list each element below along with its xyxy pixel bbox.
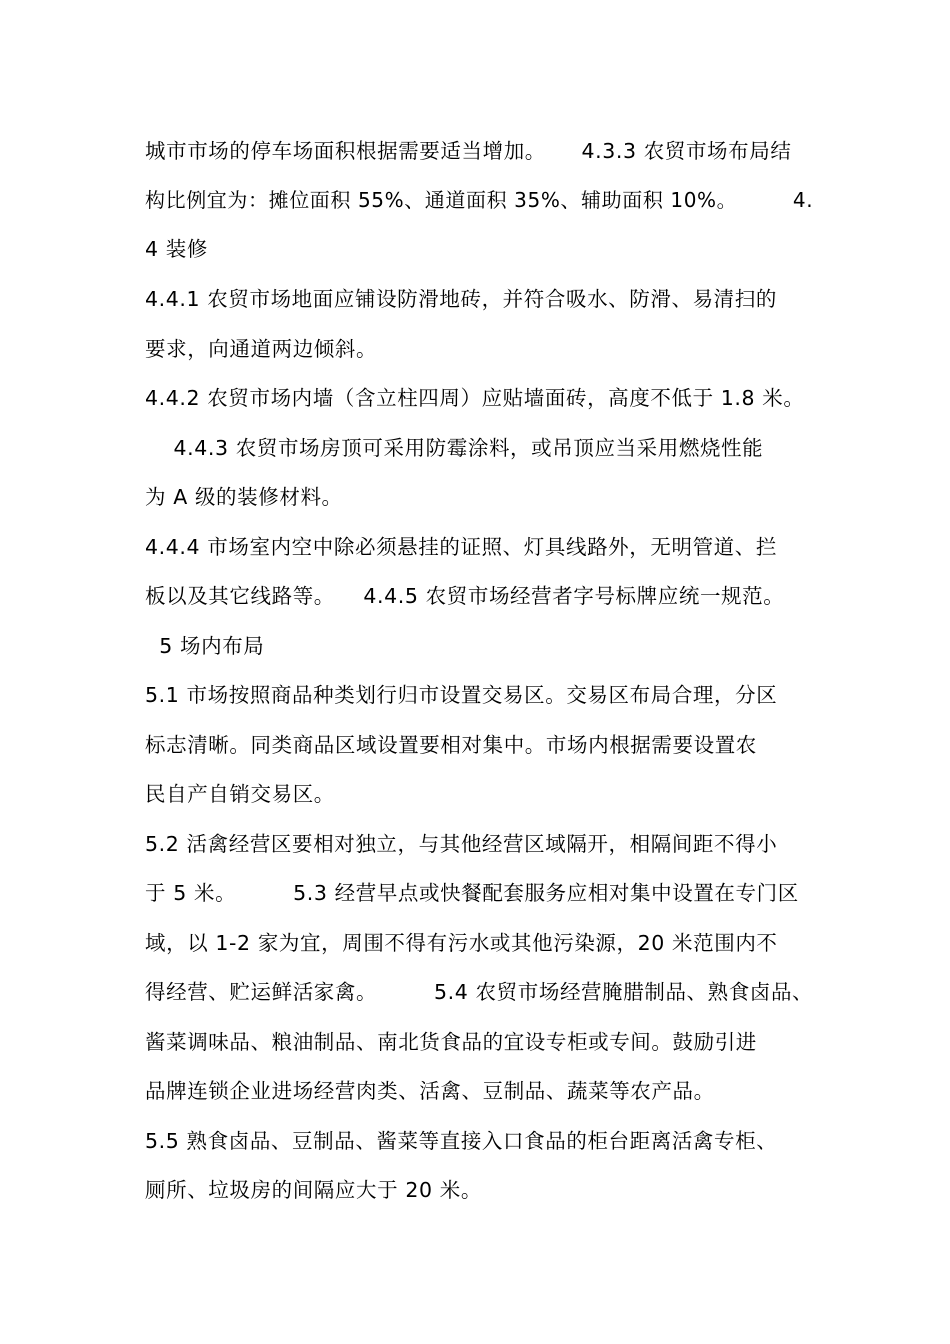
text-line: 5.1 市场按照商品种类划行归市设置交易区。交易区布局合理，分区 [145, 683, 778, 707]
text-line: 板以及其它线路等。 4.4.5 农贸市场经营者字号标牌应统一规范。 [145, 584, 785, 608]
text-line: 得经营、贮运鲜活家禽。 5.4 农贸市场经营腌腊制品、熟食卤品、 [145, 980, 814, 1004]
text-line: 4.4.3 农贸市场房顶可采用防霉涂料，或吊顶应当采用燃烧性能 [145, 436, 764, 460]
text-line: 5.5 熟食卤品、豆制品、酱菜等直接入口食品的柜台距离活禽专柜、 [145, 1129, 778, 1153]
text-line: 为 A 级的装修材料。 [145, 485, 343, 509]
text-line: 厕所、垃圾房的间隔应大于 20 米。 [145, 1178, 482, 1202]
text-line: 5.2 活禽经营区要相对独立，与其他经营区域隔开，相隔间距不得小 [145, 832, 778, 856]
text-line: 标志清晰。同类商品区域设置要相对集中。市场内根据需要设置农 [145, 733, 757, 757]
text-line: 4.4.1 农贸市场地面应铺设防滑地砖，并符合吸水、防滑、易清扫的 [145, 287, 777, 311]
text-line: 民自产自销交易区。 [145, 782, 335, 806]
text-line: 4 装修 [145, 237, 208, 261]
text-line: 4.4.4 市场室内空中除必须悬挂的证照、灯具线路外，无明管道、拦 [145, 535, 777, 559]
text-line: 域，以 1-2 家为宜，周围不得有污水或其他污染源，20 米范围内不 [145, 931, 778, 955]
text-line: 4.4.2 农贸市场内墙（含立柱四周）应贴墙面砖，高度不低于 1.8 米。 [145, 386, 805, 410]
text-line: 酱菜调味品、粮油制品、南北货食品的宜设专柜或专间。鼓励引进 [145, 1030, 757, 1054]
text-line: 品牌连锁企业进场经营肉类、活禽、豆制品、蔬菜等农产品。 [145, 1079, 715, 1103]
section-heading: 5 场内布局 [145, 634, 265, 658]
text-line: 城市市场的停车场面积根据需要适当增加。 4.3.3 农贸市场布局结 [145, 139, 792, 163]
text-line: 于 5 米。 5.3 经营早点或快餐配套服务应相对集中设置在专门区 [145, 881, 799, 905]
text-line: 要求，向通道两边倾斜。 [145, 337, 378, 361]
text-line: 构比例宜为：摊位面积 55%、通道面积 35%、辅助面积 10%。 4. [145, 188, 814, 212]
